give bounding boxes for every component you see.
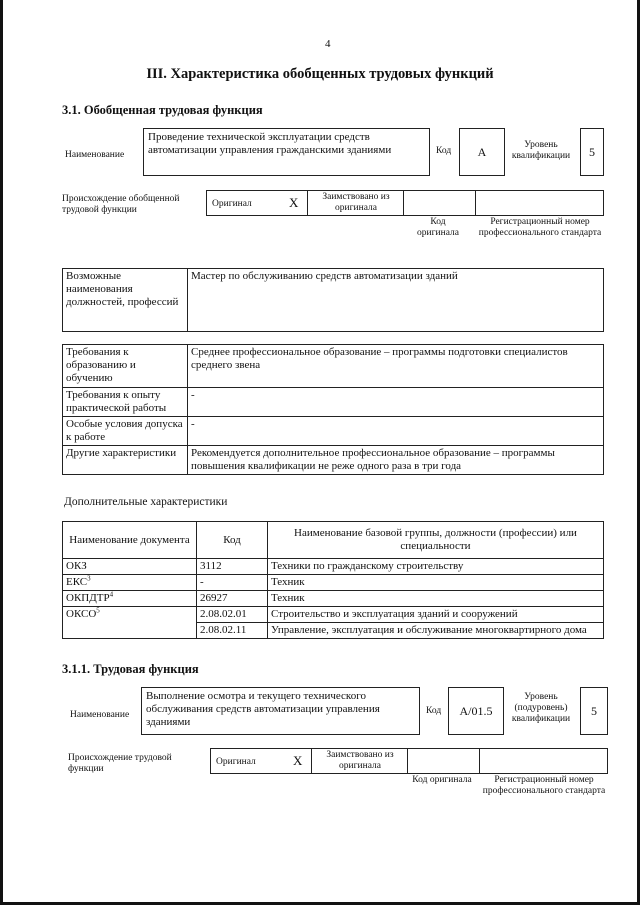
doc-footnote: 3 (87, 574, 91, 583)
doc-footnote: 4 (109, 590, 114, 599)
tf-origin-table (210, 748, 608, 774)
otf-reg-number-label: Регистрационный номер профессионального стандарта (478, 217, 602, 238)
name-cell: Техники по гражданскому строительству (268, 559, 604, 575)
name-cell: Управление, эксплуатация и обслуживание многоквартирного дома (268, 623, 604, 639)
otf-code-value: A (459, 128, 505, 176)
code-cell: 3112 (197, 559, 268, 575)
scan-border-left (0, 0, 3, 905)
requirement-value: - (188, 417, 604, 446)
requirement-label: Требования к образованию и обучению (63, 345, 188, 388)
requirement-value: Среднее профессиональное образование – программы подготовки специалистов среднего звена (188, 345, 604, 388)
col-name-header: Наименование базовой группы, должности (профессии) или специальности (268, 522, 604, 559)
otf-heading: 3.1. Обобщенная трудовая функция (62, 103, 263, 117)
tf-original-label: Оригинал (216, 757, 256, 767)
doc-cell: ОКСО (66, 608, 97, 620)
requirement-value: - (188, 388, 604, 417)
col-code-header: Код (197, 522, 268, 559)
otf-original-label: Оригинал (212, 199, 252, 209)
col-doc-header: Наименование документа (63, 522, 197, 559)
tf-level-value: 5 (580, 687, 608, 735)
tf-code-origin-label: Код оригинала (412, 775, 472, 785)
additional-heading: Дополнительные характеристики (64, 496, 228, 508)
otf-code-origin-label: Код оригинала (417, 217, 459, 238)
otf-name-value: Проведение технической эксплуатации средств автоматизации управления гражданскими зданиями (143, 128, 430, 176)
otf-level-label: Уровень квалификации (511, 140, 571, 161)
otf-name-label: Наименование (65, 150, 125, 160)
positions-table (62, 268, 604, 332)
otf-origin-label: Происхождение обобщенной трудовой функции (62, 194, 180, 215)
doc-footnote: 5 (96, 606, 100, 615)
tf-code-value: A/01.5 (448, 687, 504, 735)
otf-level-value: 5 (580, 128, 604, 176)
table-row (63, 607, 604, 623)
otf-original-mark: X (289, 195, 299, 210)
code-cell: 26927 (197, 591, 268, 607)
doc-cell: ОКЗ (66, 560, 87, 572)
otf-origin-table (206, 190, 604, 216)
requirement-row (63, 388, 604, 417)
tf-origin-label: Происхождение трудовой функции (68, 753, 172, 774)
additional-table (62, 521, 604, 639)
tf-heading: 3.1.1. Трудовая функция (62, 662, 199, 676)
tf-code-label: Код (426, 706, 442, 716)
positions-value: Мастер по обслуживанию средств автоматизации зданий (188, 269, 604, 332)
requirements-table (62, 344, 604, 475)
code-cell: 2.08.02.11 (197, 623, 268, 639)
tf-name-value: Выполнение осмотра и текущего технического обслуживания средств автоматизации управления зданиями (141, 687, 420, 735)
section-title: III. Характеристика обобщенных трудовых функций (146, 66, 494, 82)
name-cell: Строительство и эксплуатация зданий и сооружений (268, 607, 604, 623)
page-number: 4 (325, 38, 331, 50)
requirement-label: Другие характеристики (63, 446, 188, 475)
tf-name-label: Наименование (70, 710, 130, 720)
otf-code-label: Код (436, 146, 452, 156)
additional-header-row (63, 522, 604, 559)
table-row (63, 575, 604, 591)
otf-borrowed-label: Заимствовано из оригинала (322, 192, 390, 213)
tf-borrowed-label: Заимствовано из оригинала (326, 750, 394, 771)
requirement-row (63, 417, 604, 446)
table-row (63, 591, 604, 607)
code-cell: 2.08.02.01 (197, 607, 268, 623)
name-cell: Техник (268, 591, 604, 607)
positions-label: Возможные наименования должностей, профессий (63, 269, 188, 332)
doc-cell: ОКПДТР (66, 592, 110, 604)
tf-level-label: Уровень (подуровень) квалификации (511, 692, 571, 724)
requirement-row (63, 446, 604, 475)
tf-reg-number-label: Регистрационный номер профессионального стандарта (482, 775, 606, 796)
table-row (63, 559, 604, 575)
requirement-value: Рекомендуется дополнительное профессиональное образование – программы повышения квалификации не реже одного раза в три года (188, 446, 604, 475)
requirement-label: Требования к опыту практической работы (63, 388, 188, 417)
tf-original-mark: X (293, 753, 303, 768)
requirement-label: Особые условия допуска к работе (63, 417, 188, 446)
code-cell: - (197, 575, 268, 591)
requirement-row (63, 345, 604, 388)
name-cell: Техник (268, 575, 604, 591)
doc-cell: ЕКС (66, 576, 88, 588)
